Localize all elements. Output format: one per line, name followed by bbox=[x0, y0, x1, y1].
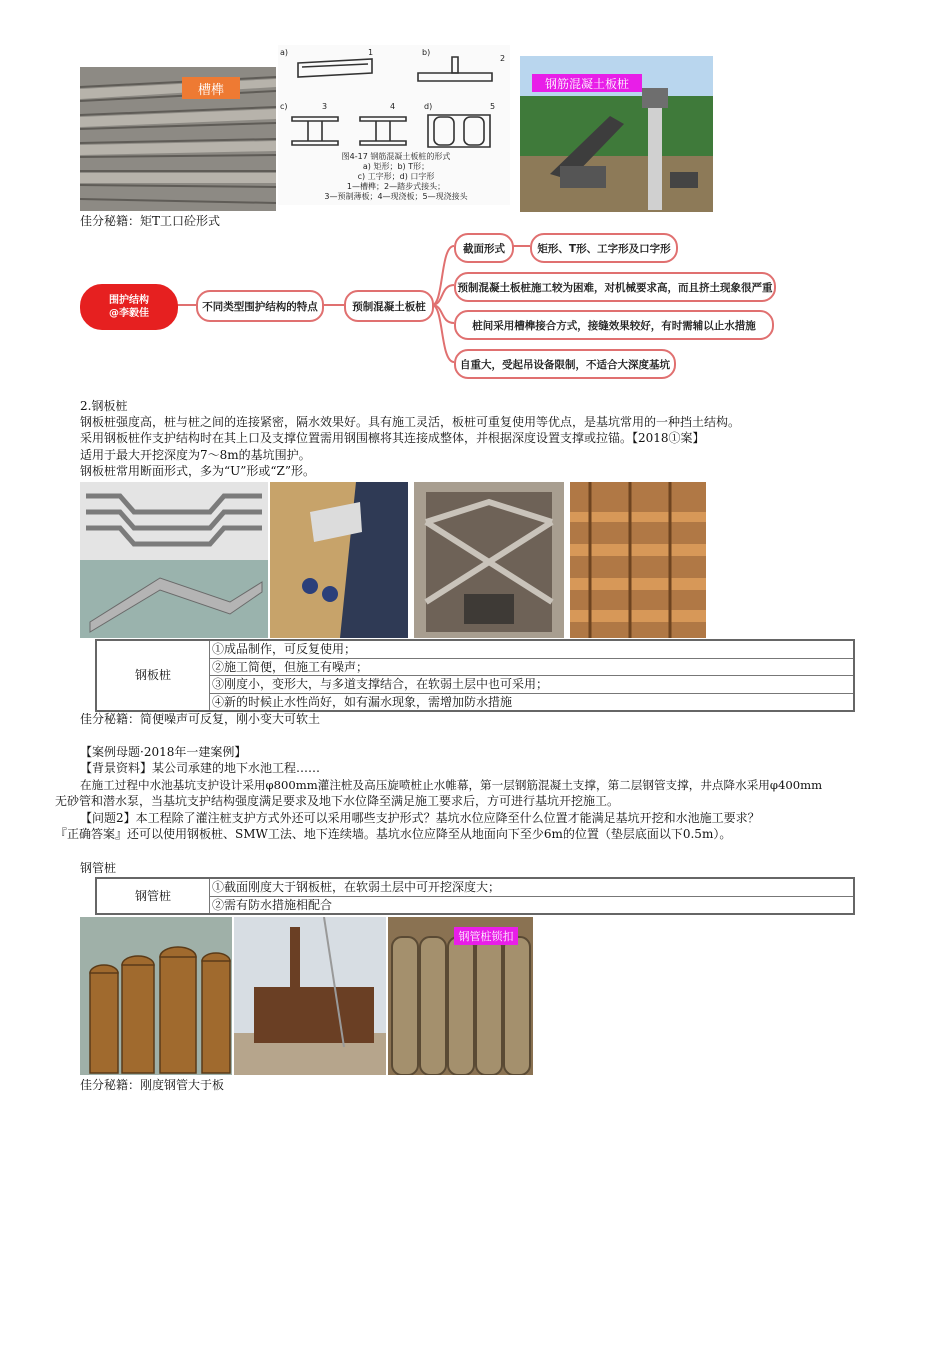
steel-pipe-interlock-tag: 钢管桩锁扣 bbox=[454, 927, 518, 945]
num-5: 5 bbox=[490, 102, 496, 111]
steel-sheet-para2: 采用钢板桩作支护结构时在其上口及支撑位置需用钢围檩将其连接成整体，并根据深度设置支撑或拉锚。【2018①案】 bbox=[80, 431, 705, 445]
steel-pipe-item-2: ②需有防水措施相配合 bbox=[210, 896, 855, 914]
steel-pipe-table-head: 钢管桩 bbox=[96, 878, 210, 914]
steel-sheet-multi-strut-photo bbox=[570, 482, 706, 638]
steel-sheet-para4: 钢板桩常用断面形式，多为“U”形或“Z”形。 bbox=[80, 464, 315, 478]
groove-tag: 槽榫 bbox=[182, 77, 240, 99]
label-c: c) bbox=[280, 102, 288, 111]
steel-sheet-para1: 钢板桩强度高，桩与桩之间的连接紧密，隔水效果好。具有施工灵活，板桩可重复使用等优点，是基坑常用的一种挡土结构。 bbox=[80, 415, 741, 429]
steel-sheet-table bbox=[95, 639, 855, 712]
diagram-caption-1: 图4-17 钢筋混凝土板桩的形式 bbox=[341, 152, 451, 161]
num-1: 1 bbox=[368, 48, 374, 57]
steel-sheet-profile-photo bbox=[80, 482, 268, 638]
mindmap-connectors bbox=[0, 0, 950, 400]
label-b: b) bbox=[422, 48, 431, 57]
mindmap-level1: 不同类型围护结构的特点 bbox=[196, 290, 324, 322]
label-d: d) bbox=[424, 102, 433, 111]
mindmap-root-line1: 围护结构 bbox=[109, 295, 149, 306]
steel-pipe-wall-photo bbox=[234, 917, 386, 1075]
steel-pipe-stack-photo bbox=[80, 917, 232, 1075]
num-3: 3 bbox=[322, 102, 328, 111]
steel-sheet-heading: 2.钢板桩 bbox=[80, 399, 128, 413]
mindmap-branch-section: 截面形式 bbox=[454, 233, 514, 263]
steel-pipe-heading: 钢管桩 bbox=[80, 861, 117, 875]
steel-sheet-braced-pit-photo bbox=[414, 482, 564, 638]
steel-pipe-interlock-photo bbox=[388, 917, 533, 1075]
steel-sheet-item-2: ②施工简便，但施工有噪声； bbox=[210, 658, 855, 676]
diagram-caption-4: 1—槽榫；2—踏步式接头； bbox=[346, 182, 446, 191]
steel-sheet-driving-photo bbox=[270, 482, 408, 638]
steel-sheet-para3: 适用于最大开挖深度为7～8m的基坑围护。 bbox=[80, 448, 311, 462]
mindmap-branch-weight: 自重大，受起吊设备限制，不适合大深度基坑 bbox=[454, 349, 676, 379]
mindmap-root-line2: @李毅佳 bbox=[109, 308, 149, 319]
steel-pipe-item-1: ①截面刚度大于钢板桩，在软弱土层中可开挖深度大； bbox=[210, 878, 855, 896]
top-caption: 佳分秘籍：矩T工口砼形式 bbox=[80, 214, 221, 228]
case-body-line2: 无砂管和潜水泵，当基坑支护结构强度满足要求及地下水位降至满足施工要求后，方可进行基坑开挖施工。 bbox=[55, 794, 620, 808]
diagram-caption-2: a) 矩形；b) T形； bbox=[362, 162, 430, 171]
case-background: 【背景资料】某公司承建的地下水池工程…… bbox=[80, 761, 321, 775]
steel-sheet-item-4: ④新的时候止水性尚好，如有漏水现象，需增加防水措施 bbox=[210, 693, 855, 711]
steel-pipe-caption: 佳分秘籍：刚度钢管大于板 bbox=[80, 1078, 225, 1092]
mindmap-branch-difficulty: 预制混凝土板桩施工较为困难，对机械要求高，而且挤土现象很严重 bbox=[454, 272, 776, 302]
mindmap-branch-joint: 桩间采用槽榫接合方式，接缝效果较好，有时需辅以止水措施 bbox=[454, 310, 774, 340]
case-body-line1: 在施工过程中水池基坑支护设计采用φ800mm灌注桩及高压旋喷桩止水帷幕，第一层钢筋混凝土支撑，第二层钢管支撑，井点降水采用φ400mm bbox=[80, 778, 823, 792]
diagram-caption-5: 3—预制薄板；4—现浇板；5—现浇接头 bbox=[324, 192, 468, 201]
mindmap-root bbox=[80, 284, 178, 330]
rc-pile-tag: 钢筋混凝土板桩 bbox=[532, 74, 642, 92]
mindmap-branch-section-detail: 矩形、T形、工字形及口字形 bbox=[530, 233, 678, 263]
case-answer: 『正确答案』还可以使用钢板桩、SMW工法、地下连续墙。基坑水位应降至从地面向下至少6m的位置（垫层底面以下0.5m）。 bbox=[55, 827, 732, 841]
diagram-caption-3: c) 工字形；d) 口字形 bbox=[357, 172, 435, 181]
mindmap-level2: 预制混凝土板桩 bbox=[344, 290, 434, 322]
steel-sheet-caption: 佳分秘籍：简便噪声可反复，刚小变大可软土 bbox=[80, 712, 321, 726]
steel-pipe-table bbox=[95, 877, 855, 915]
steel-sheet-item-3: ③刚度小，变形大，与多道支撑结合，在软弱土层中也可采用； bbox=[210, 676, 855, 694]
steel-sheet-table-head: 钢板桩 bbox=[96, 640, 210, 711]
num-2: 2 bbox=[500, 54, 506, 63]
case-title: 【案例母题·2018年一建案例】 bbox=[80, 745, 247, 759]
steel-sheet-item-1: ①成品制作，可反复使用； bbox=[210, 640, 855, 658]
label-a: a) bbox=[280, 48, 289, 57]
num-4: 4 bbox=[390, 102, 396, 111]
case-question: 【问题2】本工程除了灌注桩支护方式外还可以采用哪些支护形式？基坑水位应降至什么位置才能满足基坑开挖和水池施工要求？ bbox=[80, 811, 760, 825]
